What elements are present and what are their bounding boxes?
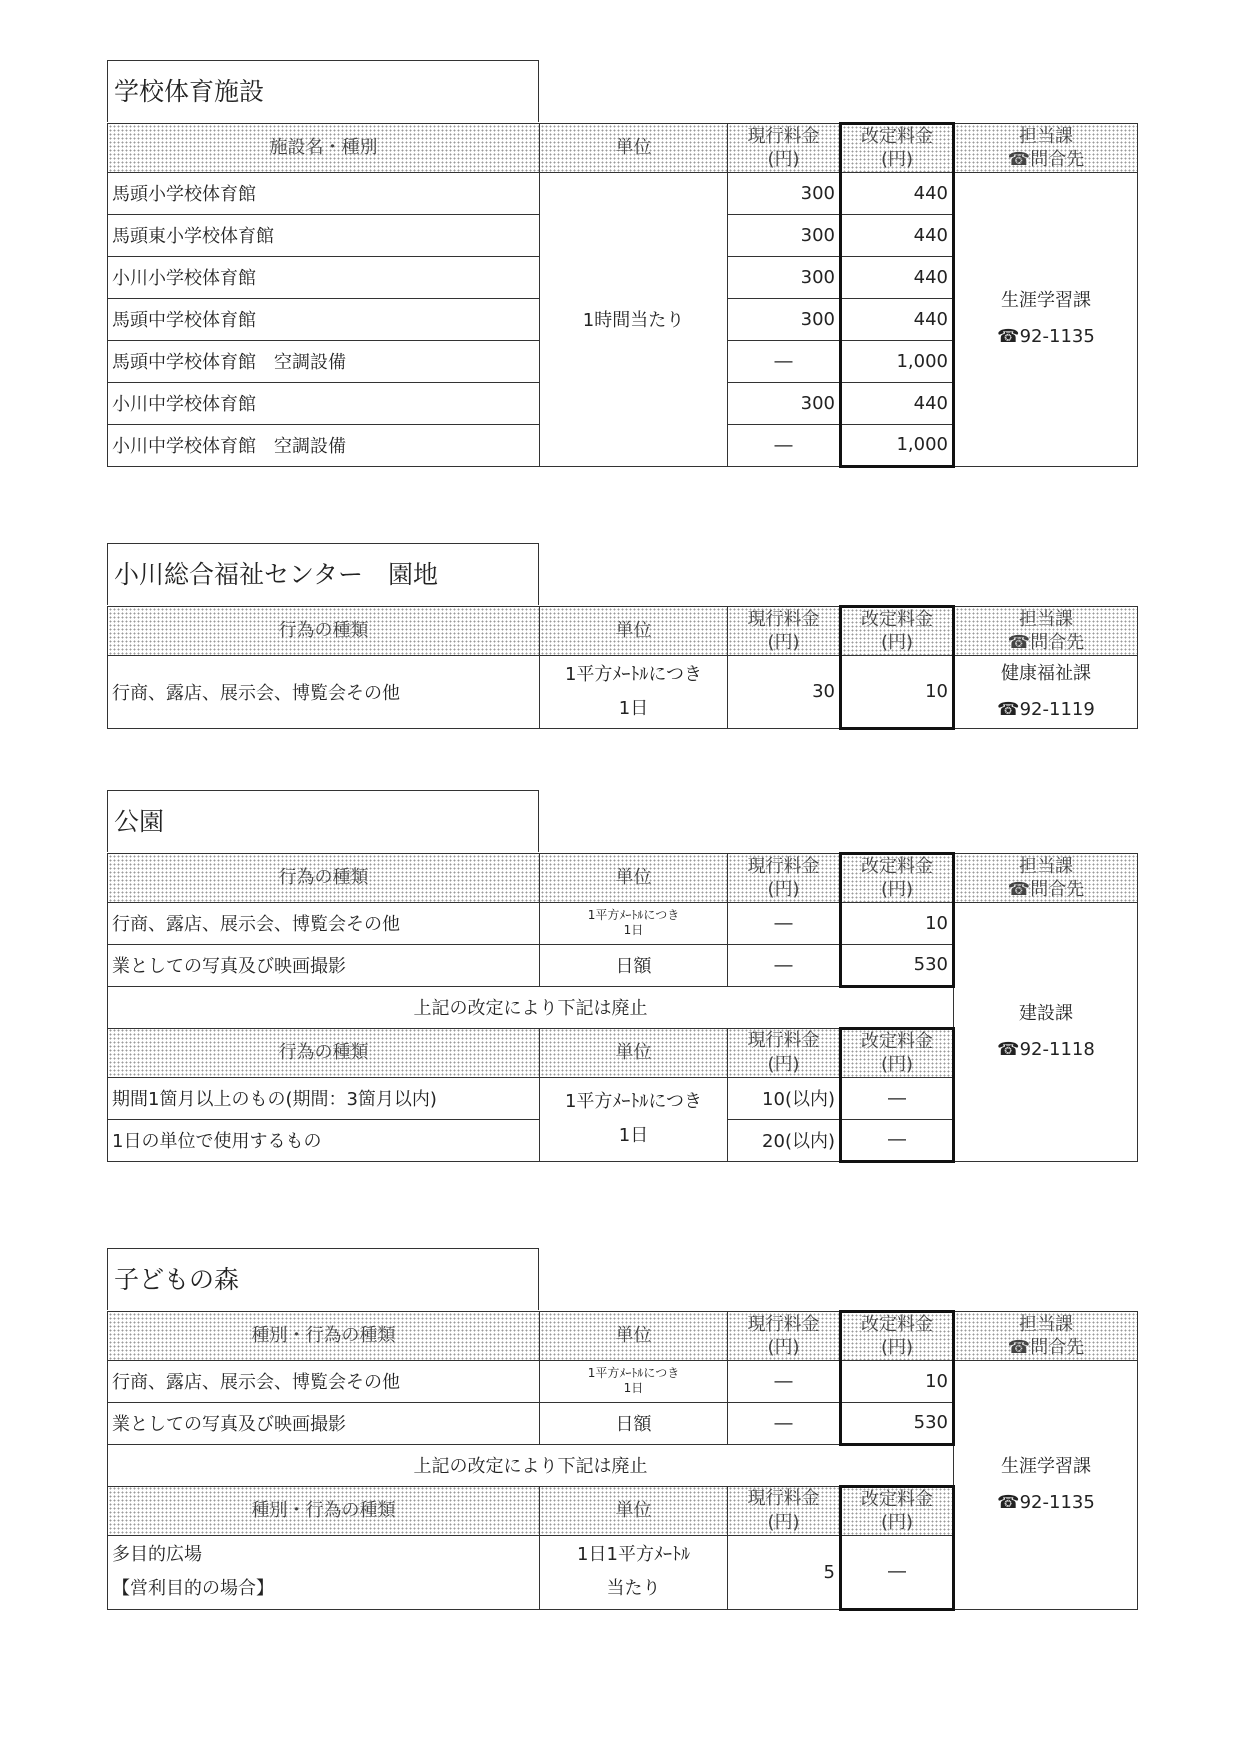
facility-name: 馬頭小学校体育館 bbox=[108, 172, 540, 214]
header-unit: 単位 bbox=[540, 607, 728, 656]
header-current-fee: 現行料金 (円) bbox=[728, 854, 841, 903]
current-fee: ― bbox=[728, 340, 841, 382]
current-fee: ― bbox=[728, 944, 841, 986]
section-title: 学校体育施設 bbox=[107, 60, 539, 122]
table-row bbox=[108, 1360, 1138, 1402]
facility-name: 馬頭中学校体育館 bbox=[108, 298, 540, 340]
current-fee: 20(以内) bbox=[728, 1119, 841, 1161]
fee-table bbox=[107, 1310, 1138, 1611]
revised-fee: 440 bbox=[841, 298, 954, 340]
park-section bbox=[107, 790, 1137, 1163]
current-fee: ― bbox=[728, 1402, 841, 1444]
current-fee: 300 bbox=[728, 256, 841, 298]
header-unit: 単位 bbox=[540, 124, 728, 173]
table-row bbox=[108, 172, 1138, 214]
header-revised-fee: 改定料金 (円) bbox=[841, 1312, 954, 1361]
header-col1: 種別・行為の種類 bbox=[108, 1486, 540, 1535]
fee-table bbox=[107, 122, 1138, 468]
header-revised-fee: 改定料金 (円) bbox=[841, 607, 954, 656]
unit-cell: 1日1平方ﾒｰﾄﾙ 当たり bbox=[540, 1535, 728, 1609]
current-fee: 10(以内) bbox=[728, 1077, 841, 1119]
unit-cell: 日額 bbox=[540, 944, 728, 986]
header-col1: 種別・行為の種類 bbox=[108, 1312, 540, 1361]
header-dept: 担当課 ☎問合先 bbox=[954, 124, 1138, 173]
revised-fee: ― bbox=[841, 1119, 954, 1161]
header-unit: 単位 bbox=[540, 1312, 728, 1361]
current-fee: 300 bbox=[728, 172, 841, 214]
fee-table bbox=[107, 852, 1138, 1163]
revised-fee: 10 bbox=[841, 1360, 954, 1402]
revised-fee: 530 bbox=[841, 1402, 954, 1444]
facility-name: 馬頭東小学校体育館 bbox=[108, 214, 540, 256]
facility-name: 小川中学校体育館 空調設備 bbox=[108, 424, 540, 466]
header-revised-fee: 改定料金 (円) bbox=[841, 854, 954, 903]
current-fee: 300 bbox=[728, 382, 841, 424]
current-fee: ― bbox=[728, 1360, 841, 1402]
dept-contact: 生涯学習課 ☎92-1135 bbox=[954, 172, 1138, 466]
activity-name: 行商、露店、展示会、博覧会その他 bbox=[108, 655, 540, 728]
revised-fee: 440 bbox=[841, 382, 954, 424]
fee-table bbox=[107, 605, 1138, 730]
dept-contact: 生涯学習課 ☎92-1135 bbox=[954, 1360, 1138, 1609]
facility-name: 小川小学校体育館 bbox=[108, 256, 540, 298]
revised-fee: 440 bbox=[841, 214, 954, 256]
unit-cell: 日額 bbox=[540, 1402, 728, 1444]
kodomo-forest-section bbox=[107, 1248, 1137, 1611]
table-row bbox=[108, 655, 1138, 728]
header-row bbox=[108, 124, 1138, 173]
header-current-fee: 現行料金 (円) bbox=[728, 1312, 841, 1361]
header-dept: 担当課 ☎問合先 bbox=[954, 1312, 1138, 1361]
activity-name: 行商、露店、展示会、博覧会その他 bbox=[108, 1360, 540, 1402]
header-dept: 担当課 ☎問合先 bbox=[954, 854, 1138, 903]
facility-name: 小川中学校体育館 bbox=[108, 382, 540, 424]
header-col1: 行為の種類 bbox=[108, 607, 540, 656]
header-col1: 行為の種類 bbox=[108, 854, 540, 903]
header-row bbox=[108, 607, 1138, 656]
facility-name: 馬頭中学校体育館 空調設備 bbox=[108, 340, 540, 382]
header-current-fee: 現行料金 (円) bbox=[728, 124, 841, 173]
abolish-note: 上記の改定により下記は廃止 bbox=[108, 986, 954, 1028]
revised-fee: 530 bbox=[841, 944, 954, 986]
header-col1: 施設名・種別 bbox=[108, 124, 540, 173]
header-revised-fee: 改定料金 (円) bbox=[841, 124, 954, 173]
unit-cell: 1時間当たり bbox=[540, 172, 728, 466]
dept-contact: 建設課 ☎92-1118 bbox=[954, 902, 1138, 1161]
header-revised-fee: 改定料金 (円) bbox=[841, 1486, 954, 1535]
current-fee: 300 bbox=[728, 214, 841, 256]
header-unit: 単位 bbox=[540, 854, 728, 903]
unit-cell: 1平方ﾒｰﾄﾙにつき 1日 bbox=[540, 1360, 728, 1402]
header-unit: 単位 bbox=[540, 1486, 728, 1535]
dept-contact: 健康福祉課 ☎92-1119 bbox=[954, 655, 1138, 728]
header-row bbox=[108, 1312, 1138, 1361]
school-gym-section bbox=[107, 60, 1137, 468]
header-current-fee: 現行料金 (円) bbox=[728, 1486, 841, 1535]
revised-fee: 10 bbox=[841, 655, 954, 728]
activity-name: 業としての写真及び映画撮影 bbox=[108, 944, 540, 986]
header-current-fee: 現行料金 (円) bbox=[728, 607, 841, 656]
abolish-note: 上記の改定により下記は廃止 bbox=[108, 1444, 954, 1486]
revised-fee: 440 bbox=[841, 172, 954, 214]
current-fee: ― bbox=[728, 902, 841, 944]
revised-fee: 10 bbox=[841, 902, 954, 944]
current-fee: ― bbox=[728, 424, 841, 466]
activity-name: 多目的広場 【営利目的の場合】 bbox=[108, 1535, 540, 1609]
current-fee: 30 bbox=[728, 655, 841, 728]
revised-fee: 440 bbox=[841, 256, 954, 298]
current-fee: 300 bbox=[728, 298, 841, 340]
unit-cell: 1平方ﾒｰﾄﾙにつき 1日 bbox=[540, 1077, 728, 1161]
unit-cell: 1平方ﾒｰﾄﾙにつき 1日 bbox=[540, 655, 728, 728]
header-dept: 担当課 ☎問合先 bbox=[954, 607, 1138, 656]
revised-fee: ― bbox=[841, 1077, 954, 1119]
revised-fee: 1,000 bbox=[841, 424, 954, 466]
activity-name: 行商、露店、展示会、博覧会その他 bbox=[108, 902, 540, 944]
table-row bbox=[108, 902, 1138, 944]
header-current-fee: 現行料金 (円) bbox=[728, 1028, 841, 1077]
section-title: 公園 bbox=[107, 790, 539, 852]
header-col1: 行為の種類 bbox=[108, 1028, 540, 1077]
header-row bbox=[108, 854, 1138, 903]
revised-fee: ― bbox=[841, 1535, 954, 1609]
activity-name: 期間1箇月以上のもの(期間：3箇月以内) bbox=[108, 1077, 540, 1119]
current-fee: 5 bbox=[728, 1535, 841, 1609]
ogawa-welfare-section bbox=[107, 543, 1137, 730]
section-title: 子どもの森 bbox=[107, 1248, 539, 1310]
unit-cell: 1平方ﾒｰﾄﾙにつき 1日 bbox=[540, 902, 728, 944]
header-unit: 単位 bbox=[540, 1028, 728, 1077]
section-title: 小川総合福祉センター 園地 bbox=[107, 543, 539, 605]
revised-fee: 1,000 bbox=[841, 340, 954, 382]
activity-name: 業としての写真及び映画撮影 bbox=[108, 1402, 540, 1444]
header-revised-fee: 改定料金 (円) bbox=[841, 1028, 954, 1077]
activity-name: 1日の単位で使用するもの bbox=[108, 1119, 540, 1161]
